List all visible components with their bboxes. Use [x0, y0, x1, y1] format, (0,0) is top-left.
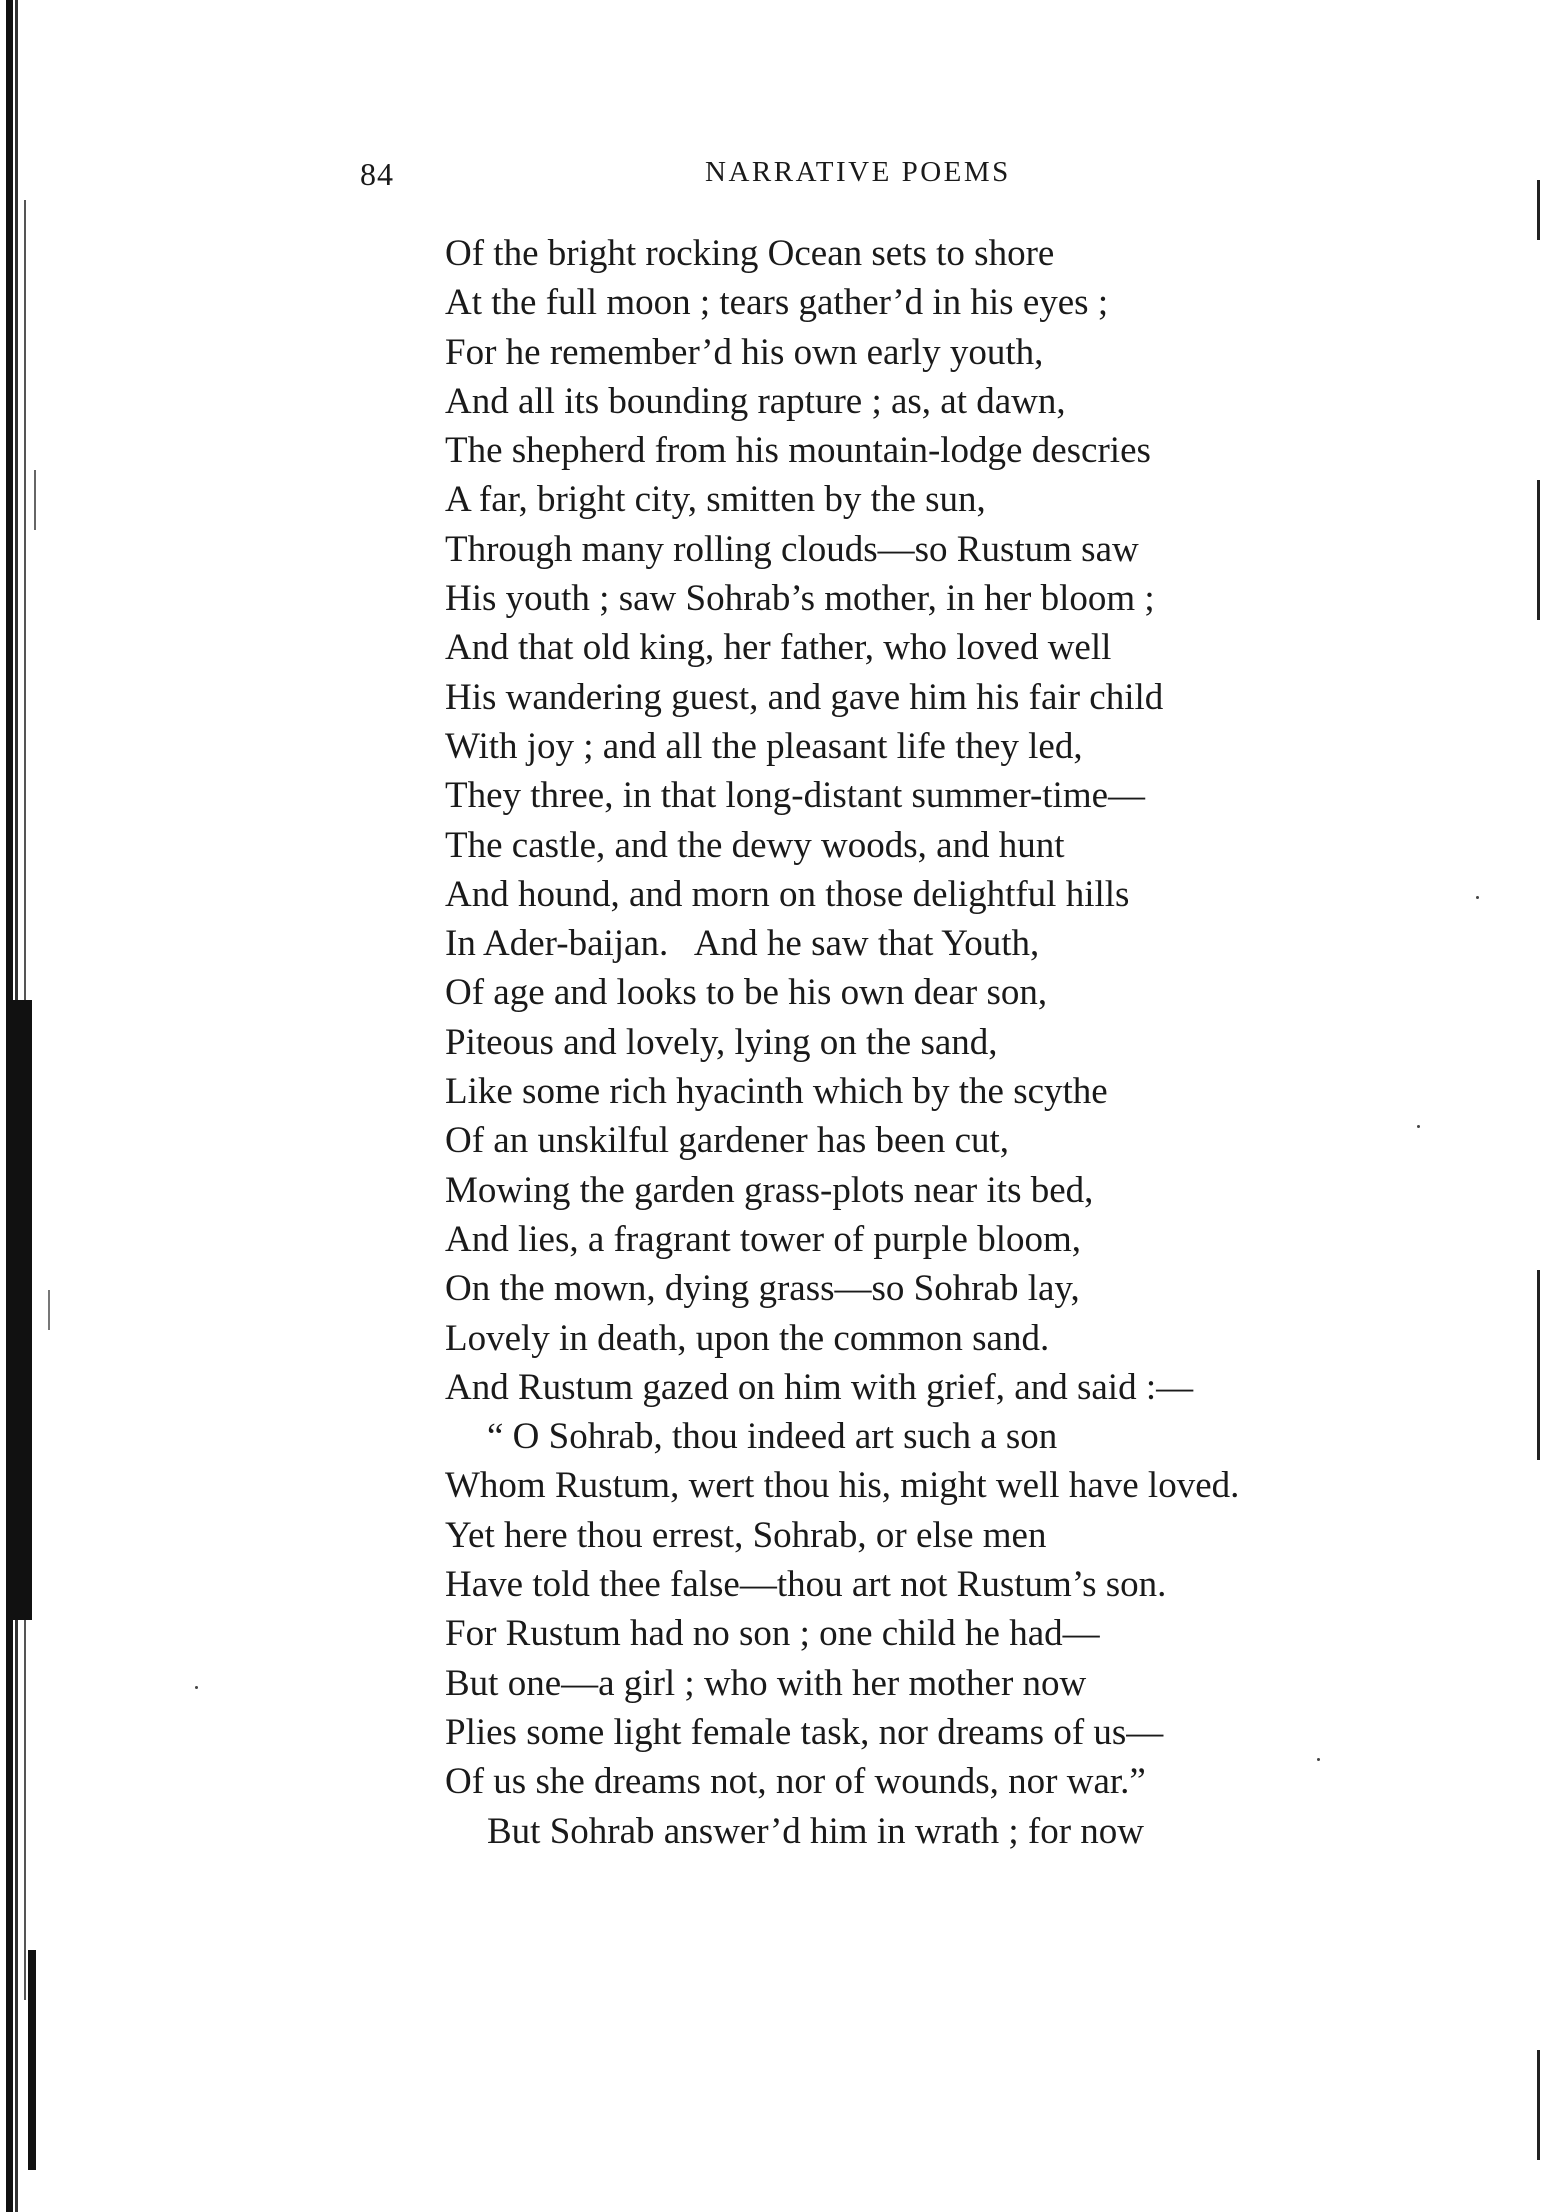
poem-line: Mowing the garden grass-plots near its bed, — [445, 1169, 1094, 1211]
poem-line: For Rustum had no son ; one child he had— — [445, 1613, 1100, 1655]
running-head: NARRATIVE POEMS — [705, 156, 1011, 188]
poem-line: Have told thee false—thou art not Rustum’s son. — [445, 1564, 1167, 1606]
poem-line: And that old king, her father, who loved well — [445, 627, 1112, 669]
poem-line: The shepherd from his mountain-lodge descries — [445, 430, 1151, 472]
poem-line: With joy ; and all the pleasant life they led, — [445, 725, 1083, 767]
paper-speck — [1476, 896, 1479, 899]
right-page-edge-mark — [1537, 2050, 1540, 2160]
poem-line: His youth ; saw Sohrab’s mother, in her bloom ; — [445, 578, 1155, 620]
poem-text — [445, 229, 1425, 1856]
poem-line: Of an unskilful gardener has been cut, — [445, 1120, 1010, 1162]
poem-line: And all its bounding rapture ; as, at dawn, — [445, 380, 1066, 422]
poem-line: But Sohrab answer’d him in wrath ; for now — [487, 1810, 1144, 1852]
poem-line: And hound, and morn on those delightful hills — [445, 873, 1130, 915]
poem-line: “ O Sohrab, thou indeed art such a son — [487, 1416, 1058, 1458]
poem-line: At the full moon ; tears gather’d in his eyes ; — [445, 282, 1109, 324]
poem-line: They three, in that long-distant summer-time— — [445, 775, 1146, 817]
poem-line: Of the bright rocking Ocean sets to shore — [445, 233, 1055, 274]
poem-line: Lovely in death, upon the common sand. — [445, 1317, 1050, 1359]
right-page-edge-mark — [1537, 480, 1540, 620]
poem-line: Whom Rustum, wert thou his, might well have loved. — [445, 1465, 1240, 1507]
poem-line: Like some rich hyacinth which by the scythe — [445, 1071, 1108, 1113]
paper-speck — [195, 1686, 198, 1689]
poem-line: Of age and looks to be his own dear son, — [445, 972, 1048, 1014]
poem-line: In Ader-baijan. And he saw that Youth, — [445, 923, 1040, 965]
poem-line: Piteous and lovely, lying on the sand, — [445, 1021, 998, 1063]
poem-line: But one—a girl ; who with her mother now — [445, 1662, 1087, 1704]
poem-line: Of us she dreams not, nor of wounds, nor war.” — [445, 1761, 1146, 1803]
poem-line: On the mown, dying grass—so Sohrab lay, — [445, 1268, 1080, 1310]
poem-line: Yet here thou errest, Sohrab, or else men — [445, 1514, 1047, 1556]
poem-line: For he remember’d his own early youth, — [445, 331, 1044, 373]
poem-line: His wandering guest, and gave him his fair child — [445, 676, 1164, 718]
poem-line: Through many rolling clouds—so Rustum saw — [445, 528, 1139, 570]
poem-line: And lies, a fragrant tower of purple bloom, — [445, 1218, 1082, 1260]
page-header — [0, 156, 1549, 200]
right-page-edge-mark — [1537, 1270, 1540, 1460]
poem-line: A far, bright city, smitten by the sun, — [445, 479, 986, 521]
page-number: 84 — [360, 156, 394, 192]
page-binding-edge — [0, 0, 80, 2212]
poem-line: And Rustum gazed on him with grief, and said :— — [445, 1366, 1194, 1408]
poem-line: Plies some light female task, nor dreams of us— — [445, 1711, 1164, 1753]
poem-line: The castle, and the dewy woods, and hunt — [445, 824, 1065, 866]
